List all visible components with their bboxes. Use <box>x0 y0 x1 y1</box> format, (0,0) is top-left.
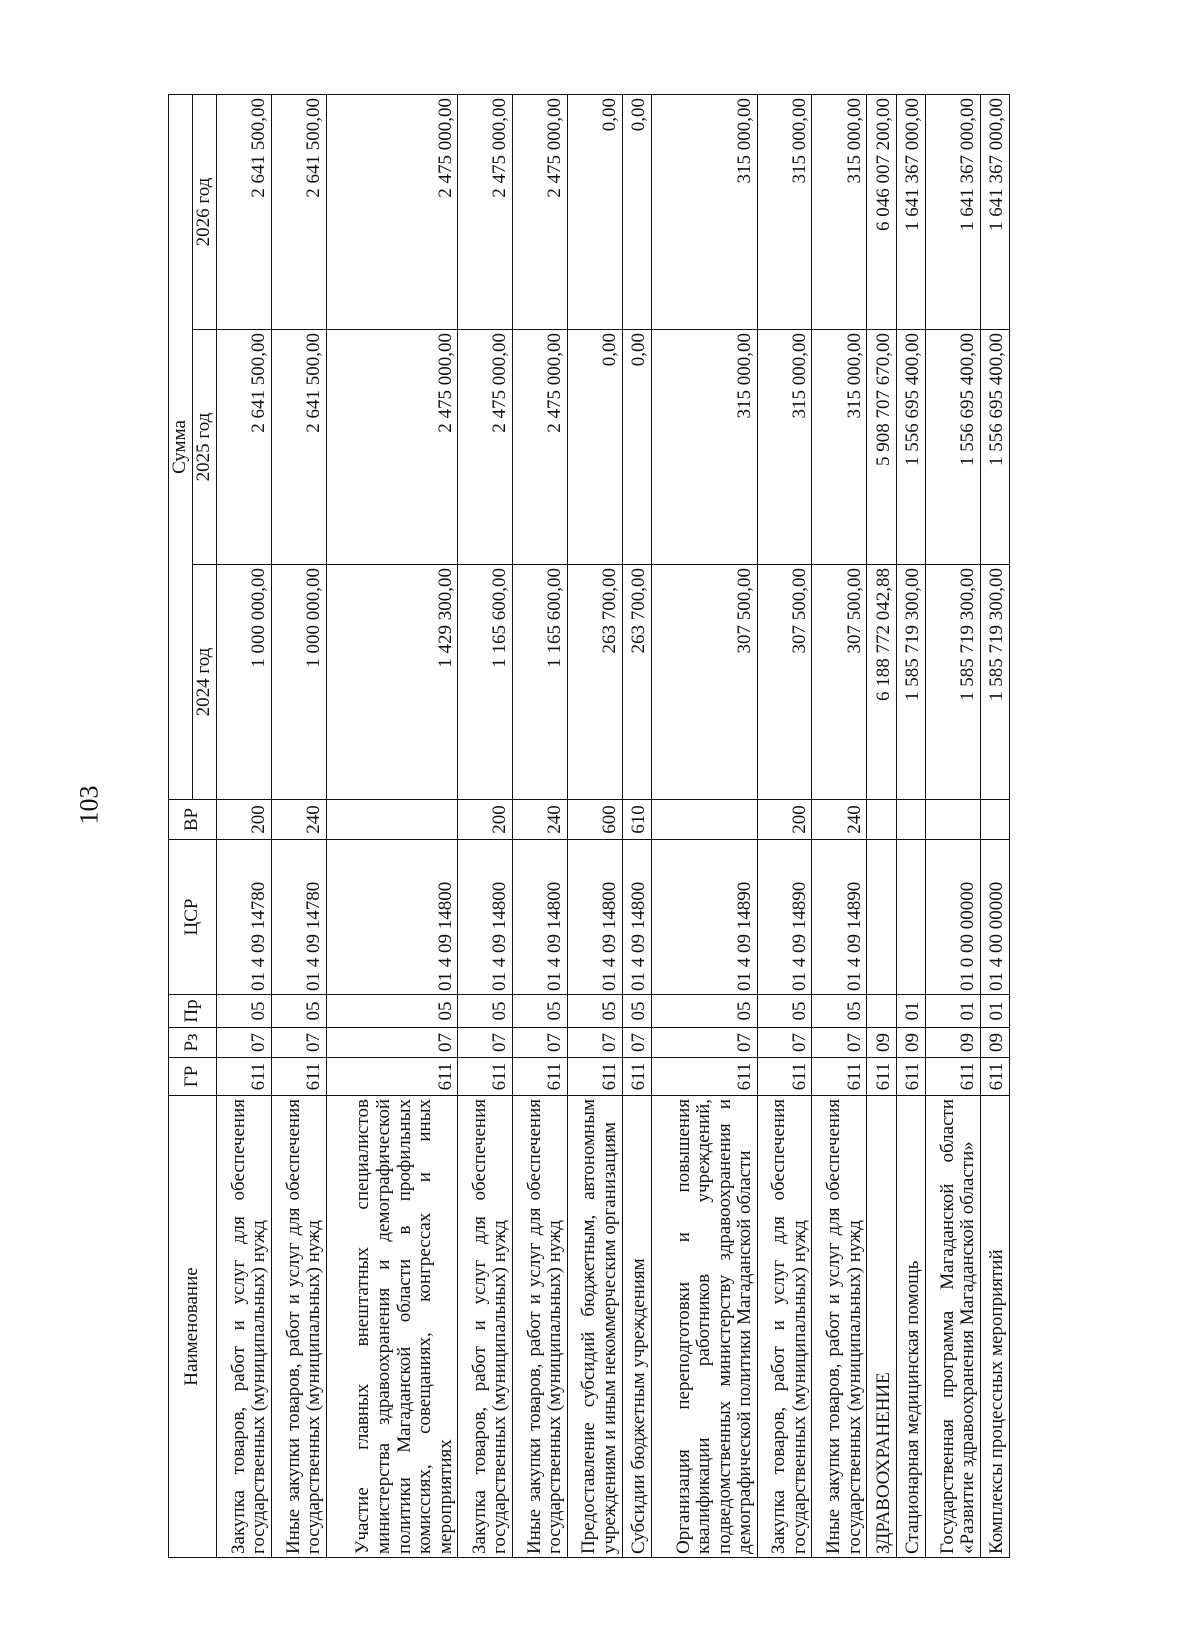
row-sum-2025: 1 556 695 400,00 <box>980 330 1009 565</box>
table-row <box>567 94 622 1557</box>
row-sum-2024: 1 585 719 300,00 <box>896 565 925 800</box>
row-gr: 611 <box>896 1058 925 1096</box>
row-gr: 611 <box>925 1058 980 1096</box>
row-sum-2026: 315 000,00 <box>812 94 867 329</box>
header-pr: Пр <box>169 995 217 1028</box>
table-row <box>622 94 651 1557</box>
row-vr <box>326 800 457 840</box>
table-row <box>812 94 867 1557</box>
row-sum-2025: 1 556 695 400,00 <box>925 330 980 565</box>
row-sum-2026: 0,00 <box>622 94 651 329</box>
row-sum-2024: 1 429 300,00 <box>326 565 457 800</box>
row-name: Закупка товаров, работ и услуг для обеспечения государственных (муниципальных) нужд <box>458 1096 513 1558</box>
row-rz: 07 <box>757 1028 812 1058</box>
row-sum-2025: 315 000,00 <box>651 330 757 565</box>
row-sum-2025: 315 000,00 <box>757 330 812 565</box>
row-pr <box>867 995 896 1028</box>
row-gr: 611 <box>980 1058 1009 1096</box>
row-gr: 611 <box>651 1058 757 1096</box>
row-sum-2026: 1 641 367 000,00 <box>896 94 925 329</box>
table-row <box>458 94 513 1557</box>
row-pr: 05 <box>512 995 567 1028</box>
row-vr <box>925 800 980 840</box>
row-sum-2024: 1 165 600,00 <box>512 565 567 800</box>
row-csr: 01 4 09 14780 <box>217 840 272 995</box>
header-year-2025: 2025 год <box>193 330 217 565</box>
row-vr: 240 <box>271 800 326 840</box>
row-name: ЗДРАВООХРАНЕНИЕ <box>867 1096 896 1558</box>
row-vr: 240 <box>512 800 567 840</box>
row-sum-2026: 1 641 367 000,00 <box>925 94 980 329</box>
row-gr: 611 <box>458 1058 513 1096</box>
row-sum-2025: 1 556 695 400,00 <box>896 330 925 565</box>
row-pr: 05 <box>622 995 651 1028</box>
row-rz: 07 <box>326 1028 457 1058</box>
row-rz: 09 <box>925 1028 980 1058</box>
row-sum-2026: 315 000,00 <box>651 94 757 329</box>
row-name: Стационарная медицинская помощь <box>896 1096 925 1558</box>
row-pr: 05 <box>217 995 272 1028</box>
row-sum-2025: 2 641 500,00 <box>217 330 272 565</box>
row-rz: 09 <box>980 1028 1009 1058</box>
row-sum-2024: 1 585 719 300,00 <box>980 565 1009 800</box>
row-gr: 611 <box>326 1058 457 1096</box>
row-gr: 611 <box>217 1058 272 1096</box>
row-name: Предоставление субсидий бюджетным, автономным учреждениям и иным некоммерческим организациям <box>567 1096 622 1558</box>
row-csr: 01 4 00 00000 <box>980 840 1009 995</box>
table-row <box>217 94 272 1557</box>
row-sum-2024: 1 000 000,00 <box>217 565 272 800</box>
row-gr: 611 <box>867 1058 896 1096</box>
row-sum-2026: 0,00 <box>567 94 622 329</box>
row-rz: 07 <box>812 1028 867 1058</box>
header-name: Наименование <box>169 1096 217 1558</box>
row-rz: 09 <box>867 1028 896 1058</box>
row-pr: 05 <box>567 995 622 1028</box>
table-row <box>326 94 457 1557</box>
table-row <box>925 94 980 1557</box>
row-sum-2024: 263 700,00 <box>622 565 651 800</box>
row-sum-2025: 2 641 500,00 <box>271 330 326 565</box>
row-vr: 200 <box>458 800 513 840</box>
row-vr: 200 <box>217 800 272 840</box>
header-year-2026: 2026 год <box>193 94 217 329</box>
row-gr: 611 <box>757 1058 812 1096</box>
row-sum-2025: 315 000,00 <box>812 330 867 565</box>
row-csr: 01 4 09 14800 <box>512 840 567 995</box>
budget-table <box>168 94 1010 1558</box>
row-gr: 611 <box>567 1058 622 1096</box>
row-pr: 05 <box>458 995 513 1028</box>
row-name: Комплексы процессных мероприятий <box>980 1096 1009 1558</box>
header-rz: Рз <box>169 1028 217 1058</box>
rotated-page-content <box>168 95 1010 1558</box>
row-sum-2025: 0,00 <box>567 330 622 565</box>
row-name: Организация переподготовки и повышения квалификации работников учреждений, подведомственных министерству здравоохранения и демографической политики Магаданской области <box>651 1096 757 1558</box>
row-sum-2024: 307 500,00 <box>651 565 757 800</box>
table-row <box>896 94 925 1557</box>
row-name: Субсидии бюджетным учреждениям <box>622 1096 651 1558</box>
row-csr: 01 4 09 14890 <box>757 840 812 995</box>
row-csr: 01 4 09 14800 <box>326 840 457 995</box>
row-sum-2026: 2 475 000,00 <box>458 94 513 329</box>
table-row <box>512 94 567 1557</box>
table-row <box>651 94 757 1557</box>
row-vr: 610 <box>622 800 651 840</box>
row-sum-2026: 2 475 000,00 <box>326 94 457 329</box>
row-name: Государственная программа Магаданской области «Развитие здравоохранения Магаданской области» <box>925 1096 980 1558</box>
header-vr: ВР <box>169 800 217 840</box>
row-gr: 611 <box>622 1058 651 1096</box>
row-vr: 240 <box>812 800 867 840</box>
row-name: Иные закупки товаров, работ и услуг для обеспечения государственных (муниципальных) нужд <box>812 1096 867 1558</box>
row-rz: 07 <box>512 1028 567 1058</box>
row-rz: 07 <box>567 1028 622 1058</box>
table-row <box>271 94 326 1557</box>
row-rz: 07 <box>217 1028 272 1058</box>
row-pr: 05 <box>757 995 812 1028</box>
row-sum-2024: 307 500,00 <box>757 565 812 800</box>
row-csr <box>867 840 896 995</box>
row-csr: 01 4 09 14800 <box>567 840 622 995</box>
row-csr: 01 4 09 14890 <box>651 840 757 995</box>
row-rz: 07 <box>651 1028 757 1058</box>
row-csr: 01 4 09 14890 <box>812 840 867 995</box>
row-csr: 01 0 00 00000 <box>925 840 980 995</box>
row-csr: 01 4 09 14800 <box>622 840 651 995</box>
row-name: Закупка товаров, работ и услуг для обеспечения государственных (муниципальных) нужд <box>757 1096 812 1558</box>
row-sum-2025: 2 475 000,00 <box>512 330 567 565</box>
row-vr <box>867 800 896 840</box>
row-vr <box>980 800 1009 840</box>
row-sum-2026: 2 475 000,00 <box>512 94 567 329</box>
row-sum-2024: 263 700,00 <box>567 565 622 800</box>
row-gr: 611 <box>271 1058 326 1096</box>
row-pr: 05 <box>812 995 867 1028</box>
row-pr: 01 <box>980 995 1009 1028</box>
page-number: 103 <box>74 785 104 825</box>
row-sum-2025: 2 475 000,00 <box>458 330 513 565</box>
row-csr: 01 4 09 14780 <box>271 840 326 995</box>
row-pr: 05 <box>326 995 457 1028</box>
row-rz: 07 <box>622 1028 651 1058</box>
row-name: Иные закупки товаров, работ и услуг для обеспечения государственных (муниципальных) нужд <box>271 1096 326 1558</box>
header-csr: ЦСР <box>169 840 217 995</box>
row-sum-2024: 1 165 600,00 <box>458 565 513 800</box>
row-rz: 09 <box>896 1028 925 1058</box>
row-vr: 200 <box>757 800 812 840</box>
header-gr: ГР <box>169 1058 217 1096</box>
row-sum-2024: 1 000 000,00 <box>271 565 326 800</box>
row-sum-2025: 2 475 000,00 <box>326 330 457 565</box>
row-sum-2025: 0,00 <box>622 330 651 565</box>
table-row <box>867 94 896 1557</box>
row-sum-2024: 6 188 772 042,88 <box>867 565 896 800</box>
row-csr <box>896 840 925 995</box>
row-csr: 01 4 09 14800 <box>458 840 513 995</box>
header-sum: Сумма <box>169 94 193 799</box>
row-rz: 07 <box>271 1028 326 1058</box>
row-vr: 600 <box>567 800 622 840</box>
table-row <box>757 94 812 1557</box>
row-sum-2024: 1 585 719 300,00 <box>925 565 980 800</box>
row-sum-2026: 2 641 500,00 <box>217 94 272 329</box>
row-pr: 05 <box>651 995 757 1028</box>
row-sum-2025: 5 908 707 670,00 <box>867 330 896 565</box>
row-sum-2026: 2 641 500,00 <box>271 94 326 329</box>
row-pr: 01 <box>896 995 925 1028</box>
row-gr: 611 <box>812 1058 867 1096</box>
row-pr: 01 <box>925 995 980 1028</box>
row-name: Иные закупки товаров, работ и услуг для обеспечения государственных (муниципальных) нужд <box>512 1096 567 1558</box>
row-sum-2026: 1 641 367 000,00 <box>980 94 1009 329</box>
row-vr <box>896 800 925 840</box>
header-year-2024: 2024 год <box>193 565 217 800</box>
row-gr: 611 <box>512 1058 567 1096</box>
row-rz: 07 <box>458 1028 513 1058</box>
row-name: Закупка товаров, работ и услуг для обеспечения государственных (муниципальных) нужд <box>217 1096 272 1558</box>
row-vr <box>651 800 757 840</box>
row-name: Участие главных внештатных специалистов министерства здравоохранения и демографической политики Магаданской области в профильных комиссиях, совещаниях, конгрессах и иных мероприятиях <box>326 1096 457 1558</box>
row-sum-2024: 307 500,00 <box>812 565 867 800</box>
row-sum-2026: 315 000,00 <box>757 94 812 329</box>
row-sum-2026: 6 046 007 200,00 <box>867 94 896 329</box>
row-pr: 05 <box>271 995 326 1028</box>
table-row <box>980 94 1009 1557</box>
